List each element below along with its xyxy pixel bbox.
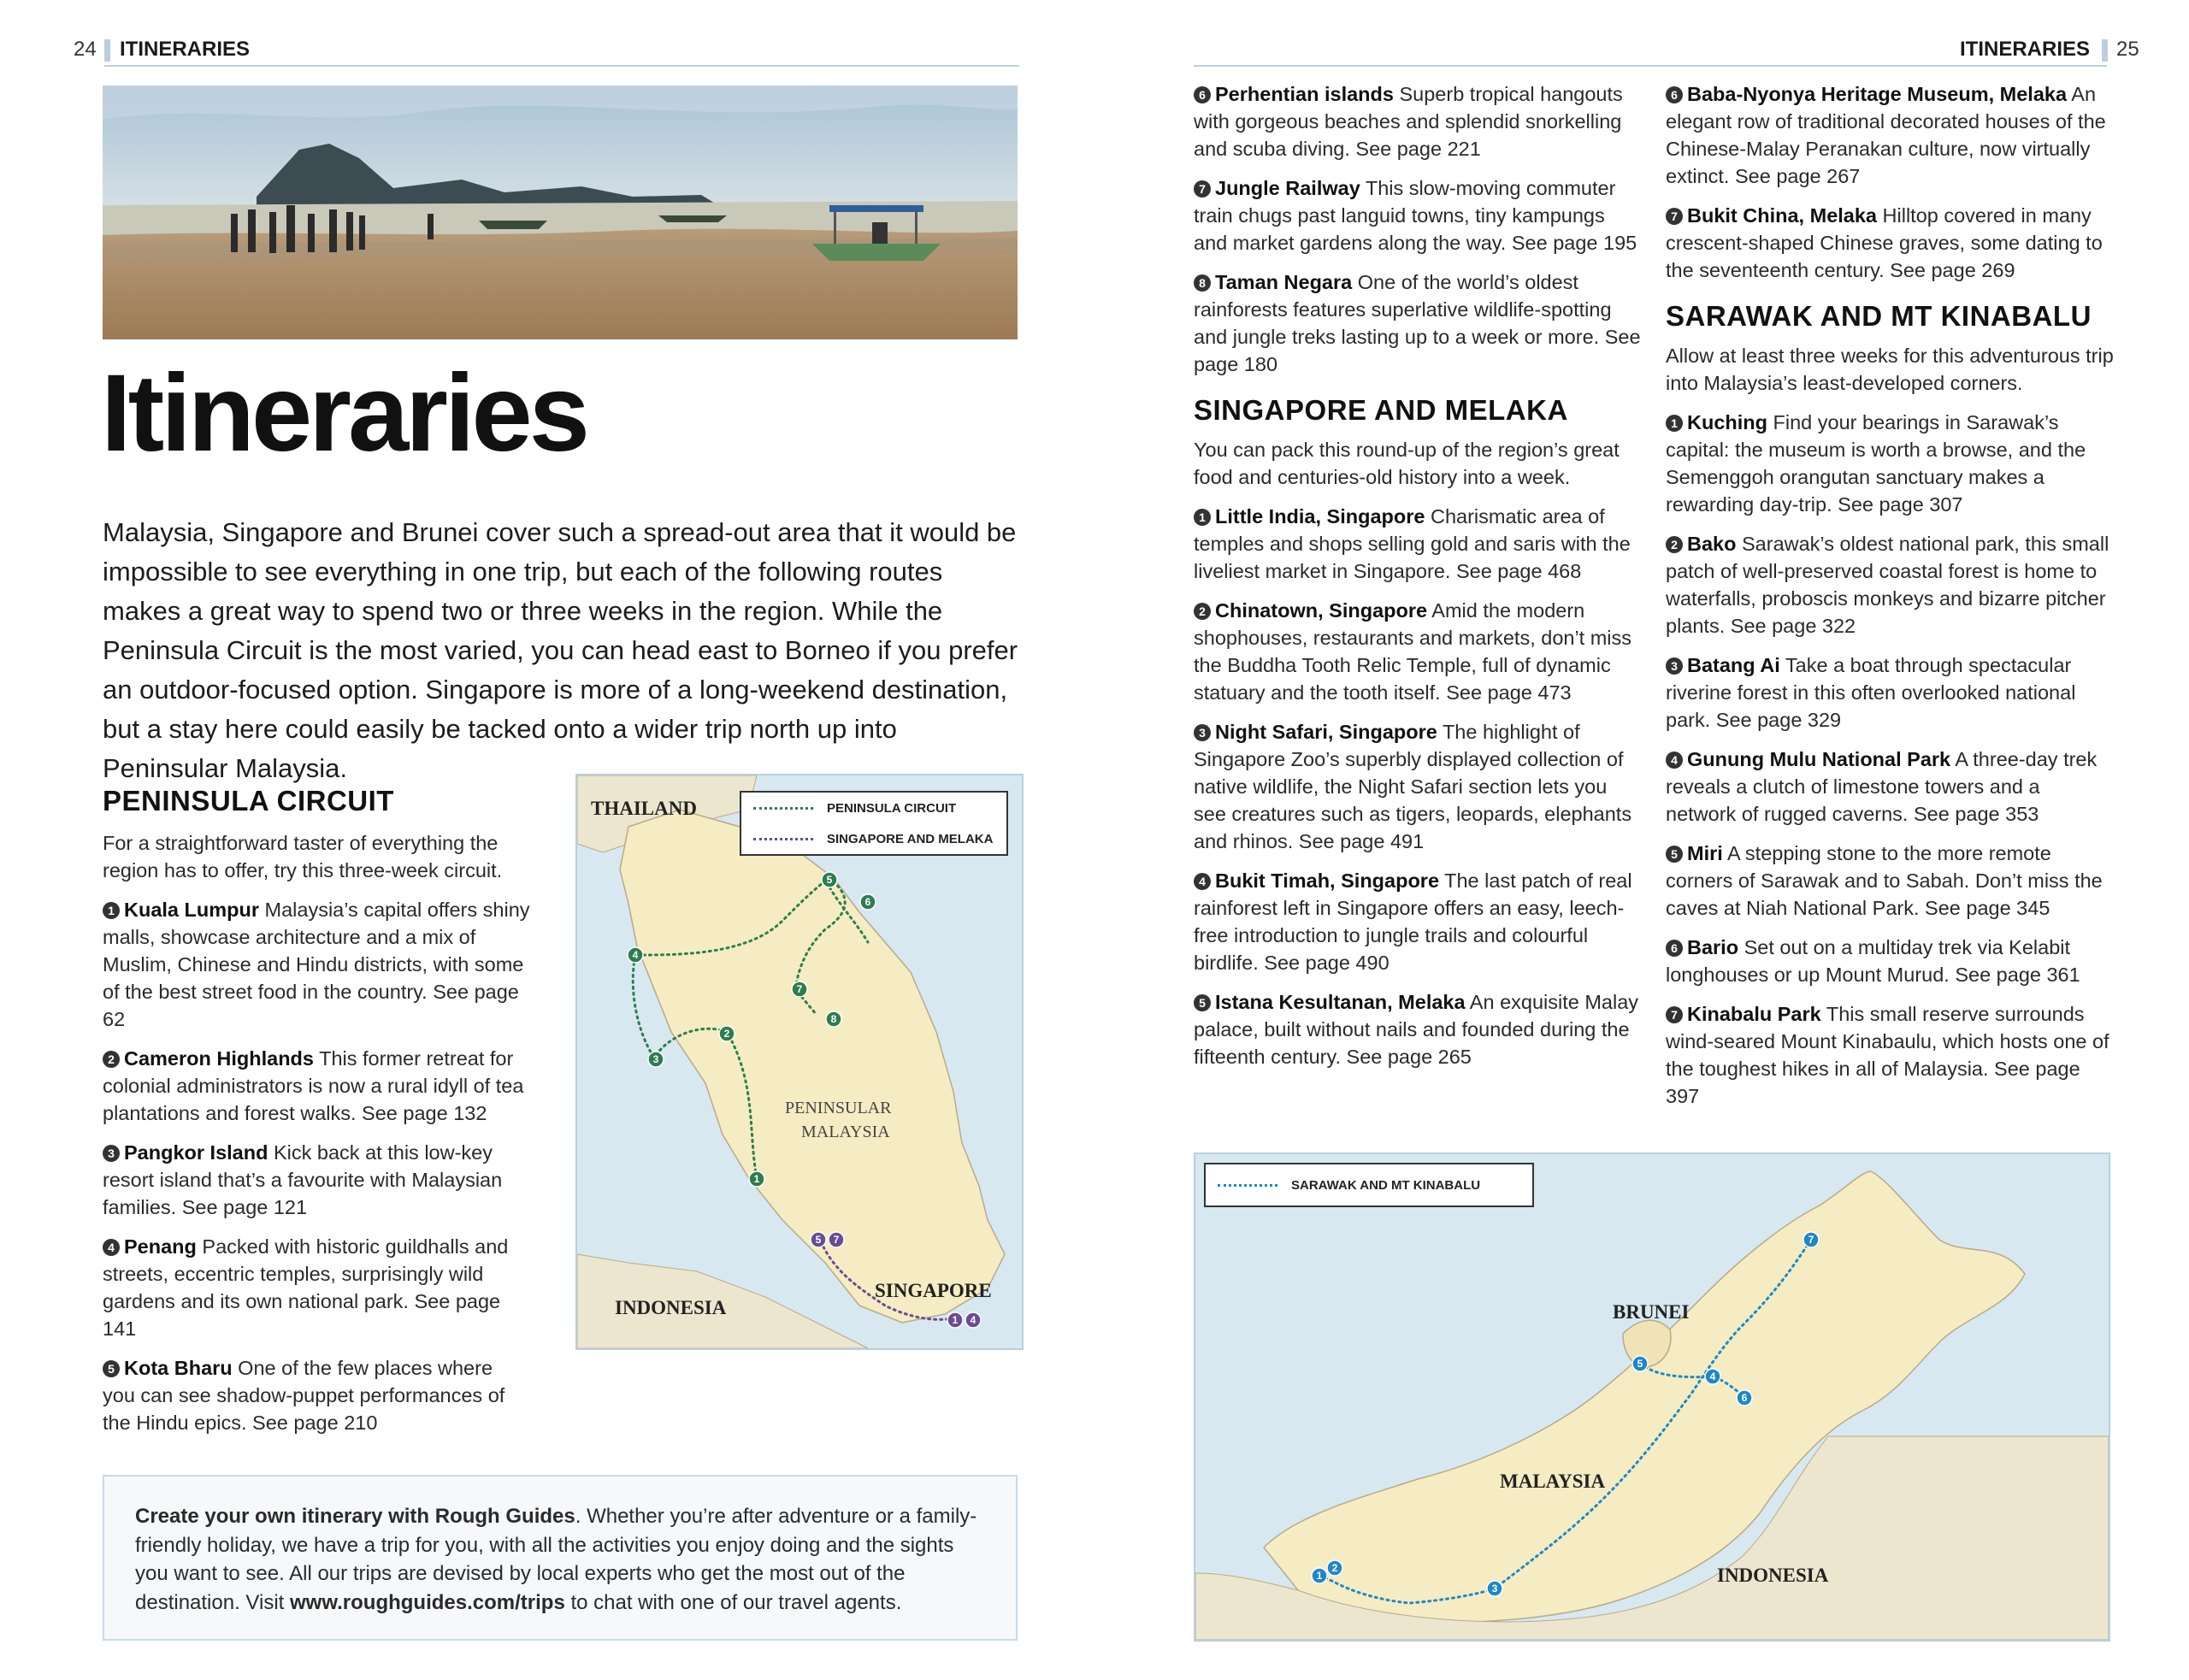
item-name: Cameron Highlands bbox=[124, 1047, 314, 1070]
number-badge: 7 bbox=[1194, 180, 1211, 197]
map-label-malaysia-borneo: MALAYSIA bbox=[1500, 1471, 1606, 1492]
svg-text:4: 4 bbox=[970, 1314, 976, 1326]
number-badge: 2 bbox=[103, 1051, 120, 1068]
item-text: This slow-moving commuter train chugs past languid towns, tiny kampungs and market gardens along the way. See page 195 bbox=[1194, 177, 1637, 254]
map-label-peninsular: PENINSULAR bbox=[785, 1099, 892, 1117]
item-name: Istana Kesultanan, Melaka bbox=[1215, 991, 1466, 1013]
header-rule-right bbox=[1194, 65, 2107, 67]
legend-label-singapore: SINGAPORE AND MELAKA bbox=[827, 831, 994, 846]
number-badge: 2 bbox=[1194, 603, 1211, 620]
list-item bbox=[103, 896, 530, 1033]
page-title: Itineraries bbox=[101, 352, 587, 475]
item-name: Taman Negara bbox=[1215, 271, 1353, 293]
number-badge: 8 bbox=[1194, 274, 1211, 292]
item-text: A three-day trek reveals a clutch of limestone towers and a network of rugged caverns. See page 353 bbox=[1666, 748, 2098, 825]
list-item bbox=[1194, 597, 1643, 706]
borneo-map bbox=[1194, 1152, 2110, 1642]
list-item bbox=[1194, 80, 1643, 162]
callout-body-2: to chat with one of our travel agents. bbox=[564, 1590, 902, 1614]
list-item bbox=[1194, 988, 1643, 1070]
item-name: Batang Ai bbox=[1687, 654, 1780, 676]
item-text: Find your bearings in Sarawak’s capital: the museum is worth a browse, and the Semenggoh orangutan sanctuary makes a rewarding day-trip. See page 307 bbox=[1666, 411, 2086, 516]
intro-paragraph: Malaysia, Singapore and Brunei cover such a spread-out area that it would be impossible to see everything in one trip, but each of the following routes makes a great way to spend two or three weeks in the region. While the Peninsula Circuit is the most varied, you can head east to Borneo if you prefer an outdoor-focused option. Singapore is more of a long-weekend destination, but a stay here could easily be tacked onto a wider trip north up into Peninsular Malaysia. bbox=[103, 517, 1018, 783]
callout-lead: Create your own itinerary with Rough Guides bbox=[135, 1505, 575, 1528]
list-item bbox=[1666, 746, 2115, 828]
page-number-left: 24 bbox=[74, 38, 97, 61]
item-text: Amid the modern shophouses, restaurants and markets, don’t miss the Buddha Tooth Relic Temple, full of dynamic statuary and the tooth itself. See page 473 bbox=[1194, 599, 1632, 704]
header-bar-left bbox=[104, 39, 110, 62]
number-badge: 5 bbox=[1194, 994, 1211, 1011]
list-item bbox=[1666, 202, 2115, 284]
number-badge: 3 bbox=[1194, 724, 1211, 741]
map-label-brunei: BRUNEI bbox=[1613, 1301, 1690, 1323]
map-label-malaysia: MALAYSIA bbox=[801, 1123, 890, 1141]
list-item bbox=[103, 1139, 530, 1221]
number-badge: 3 bbox=[103, 1145, 120, 1162]
page-number-right: 25 bbox=[2116, 38, 2139, 61]
number-badge: 1 bbox=[1194, 509, 1211, 526]
number-badge: 2 bbox=[1666, 536, 1683, 553]
list-item bbox=[103, 1045, 530, 1127]
list-item bbox=[1194, 867, 1643, 976]
list-item bbox=[1666, 1000, 2115, 1110]
legend-swatch-peninsula bbox=[753, 807, 813, 810]
item-text: Set out on a multiday trek via Kelabit longhouses or up Mount Murud. See page 361 bbox=[1666, 936, 2080, 986]
map-legend-peninsula bbox=[740, 791, 1008, 856]
legend-label-sarawak: SARAWAK AND MT KINABALU bbox=[1291, 1177, 1481, 1193]
svg-text:7: 7 bbox=[1808, 1234, 1814, 1246]
item-text: Malaysia’s capital offers shiny malls, showcase architecture and a mix of Muslim, Chinese and Hindu districts, with some of the best street food in the country. See page 62 bbox=[103, 899, 530, 1030]
number-badge: 5 bbox=[103, 1360, 120, 1377]
item-text: A stepping stone to the more remote corners of Sarawak and to Sabah. Don’t miss the caves at Niah National Park. See page 345 bbox=[1666, 842, 2103, 919]
heading-peninsula-circuit: PENINSULA CIRCUIT bbox=[103, 785, 394, 816]
list-item bbox=[1666, 409, 2115, 518]
number-badge: 7 bbox=[1666, 1006, 1683, 1023]
svg-text:1: 1 bbox=[952, 1314, 959, 1326]
number-badge: 4 bbox=[1194, 873, 1211, 890]
number-badge: 4 bbox=[103, 1239, 120, 1256]
svg-text:8: 8 bbox=[830, 1013, 837, 1025]
singapore-lead: You can pack this round-up of the region’s great food and centuries-old history into a week. bbox=[1194, 439, 1620, 488]
item-name: Little India, Singapore bbox=[1215, 505, 1425, 528]
number-badge: 4 bbox=[1666, 752, 1683, 769]
item-text: An exquisite Malay palace, built without nails and founded during the fifteenth century. See page 265 bbox=[1194, 991, 1639, 1068]
svg-text:6: 6 bbox=[1741, 1392, 1748, 1404]
item-text: The last patch of real rainforest left in Singapore offers an easy, leech-free introduction to jungle trails and colourful birdlife. See page 490 bbox=[1194, 869, 1632, 974]
list-item bbox=[1194, 718, 1643, 855]
svg-text:1: 1 bbox=[753, 1173, 760, 1185]
svg-text:4: 4 bbox=[1709, 1371, 1716, 1382]
item-text: Sarawak’s oldest national park, this small patch of well-preserved coastal forest is home to waterfalls, proboscis monkeys and bizarre pitcher plants. See page 322 bbox=[1666, 533, 2109, 637]
peninsula-map bbox=[575, 774, 1024, 1350]
svg-text:4: 4 bbox=[632, 949, 639, 961]
item-name: Baba-Nyonya Heritage Museum, Melaka bbox=[1687, 83, 2068, 105]
item-text: Take a boat through spectacular riverine forest in this often overlooked national park. See page 329 bbox=[1666, 654, 2076, 731]
item-name: Kinabalu Park bbox=[1687, 1003, 1821, 1025]
item-name: Bukit Timah, Singapore bbox=[1215, 869, 1440, 892]
legend-label-peninsula: PENINSULA CIRCUIT bbox=[827, 800, 957, 816]
header-bar-right bbox=[2102, 39, 2108, 62]
svg-text:3: 3 bbox=[1491, 1583, 1498, 1595]
callout-body-1: . Whether you’re after adventure or a family-friendly holiday, we have a trip for you, with all the activities you enjoy doing and the sights you want to see. All our trips are devised by local experts who get the most out of the destination. Visit bbox=[135, 1505, 977, 1614]
item-name: Miri bbox=[1687, 842, 1723, 864]
svg-text:5: 5 bbox=[826, 874, 833, 886]
item-text: An elegant row of traditional decorated houses of the Chinese-Malay Peranakan culture, now virtually extinct. See page 267 bbox=[1666, 83, 2106, 187]
callout-link[interactable]: www.roughguides.com/trips bbox=[290, 1590, 565, 1614]
svg-text:7: 7 bbox=[833, 1234, 840, 1246]
running-head-right: ITINERARIES bbox=[1960, 38, 2091, 61]
number-badge: 6 bbox=[1666, 940, 1683, 957]
legend-swatch-singapore bbox=[753, 838, 813, 840]
item-name: Night Safari, Singapore bbox=[1215, 721, 1437, 743]
list-item bbox=[1666, 840, 2115, 922]
list-item bbox=[1194, 503, 1643, 585]
list-item bbox=[1666, 80, 2115, 190]
item-text: Hilltop covered in many crescent-shaped Chinese graves, some dating to the seventeenth century. See page 269 bbox=[1666, 204, 2103, 281]
sarawak-lead: Allow at least three weeks for this adventurous trip into Malaysia’s least-developed corners. bbox=[1666, 345, 2114, 394]
item-name: Bario bbox=[1687, 936, 1739, 958]
number-badge: 1 bbox=[103, 902, 120, 919]
legend-swatch-sarawak bbox=[1218, 1184, 1277, 1187]
item-text: Charismatic area of temples and shops selling gold and saris with the liveliest market in Singapore. See page 468 bbox=[1194, 505, 1631, 582]
map-label-indonesia: INDONESIA bbox=[615, 1297, 727, 1318]
peninsula-column bbox=[103, 829, 530, 1448]
map-legend-sarawak bbox=[1204, 1163, 1534, 1207]
callout-box bbox=[103, 1475, 1018, 1641]
item-name: Pangkor Island bbox=[124, 1141, 268, 1164]
item-name: Kuala Lumpur bbox=[124, 899, 259, 921]
number-badge: 5 bbox=[1666, 846, 1683, 863]
list-item bbox=[103, 1354, 530, 1436]
right-column-2 bbox=[1666, 80, 2115, 1122]
svg-text:6: 6 bbox=[864, 896, 871, 908]
list-item bbox=[103, 1233, 530, 1342]
map-label-indonesia-borneo: INDONESIA bbox=[1717, 1565, 1829, 1586]
item-name: Gunung Mulu National Park bbox=[1687, 748, 1951, 770]
hero-beach-photo bbox=[103, 85, 1018, 339]
item-name: Perhentian islands bbox=[1215, 83, 1394, 105]
item-name: Kota Bharu bbox=[124, 1357, 233, 1379]
item-name: Jungle Railway bbox=[1215, 177, 1360, 199]
callout-text bbox=[135, 1502, 990, 1617]
svg-text:2: 2 bbox=[1331, 1562, 1338, 1574]
peninsula-lead: For a straightforward taster of everything the region has to offer, try this three-week circuit. bbox=[103, 832, 503, 881]
map-label-thailand: THAILAND bbox=[591, 798, 697, 819]
svg-text:1: 1 bbox=[1316, 1570, 1323, 1582]
number-badge: 7 bbox=[1666, 208, 1683, 225]
item-name: Kuching bbox=[1687, 411, 1767, 433]
number-badge: 6 bbox=[1666, 86, 1683, 103]
running-head-left: ITINERARIES bbox=[120, 38, 251, 61]
item-text: Kick back at this low-key resort island that’s a favourite with Malaysian families. See page 121 bbox=[103, 1141, 503, 1218]
item-name: Bako bbox=[1687, 533, 1737, 555]
map-label-singapore: SINGAPORE bbox=[875, 1280, 992, 1301]
list-item bbox=[1666, 934, 2115, 988]
svg-text:5: 5 bbox=[1637, 1358, 1643, 1370]
item-text: This former retreat for colonial administrators is now a rural idyll of tea plantations and forest walks. See page 132 bbox=[103, 1047, 524, 1124]
list-item bbox=[1194, 174, 1643, 256]
list-item bbox=[1666, 651, 2115, 734]
item-name: Bukit China, Melaka bbox=[1687, 204, 1877, 227]
item-text: This small reserve surrounds wind-seared Mount Kinabaulu, which hosts one of the toughest hikes in all of Malaysia. See page 397 bbox=[1666, 1003, 2109, 1107]
item-text: One of the world’s oldest rainforests features superlative wildlife-spotting and jungle treks lasting up to a week or more. See page 180 bbox=[1194, 271, 1641, 375]
item-name: Penang bbox=[124, 1235, 197, 1258]
heading-singapore-melaka: SINGAPORE AND MELAKA bbox=[1194, 394, 1568, 426]
number-badge: 3 bbox=[1666, 657, 1683, 675]
item-text: Packed with historic guildhalls and streets, eccentric temples, surprisingly wild gardens and its own national park. See page 141 bbox=[103, 1235, 509, 1340]
number-badge: 1 bbox=[1666, 415, 1683, 432]
list-item bbox=[1666, 530, 2115, 640]
item-text: Superb tropical hangouts with gorgeous beaches and splendid snorkelling and scuba diving. See page 221 bbox=[1194, 83, 1623, 160]
svg-text:3: 3 bbox=[652, 1053, 659, 1065]
svg-text:7: 7 bbox=[796, 983, 803, 995]
item-name: Chinatown, Singapore bbox=[1215, 599, 1428, 622]
heading-sarawak: SARAWAK AND MT KINABALU bbox=[1666, 300, 2092, 332]
right-column-1 bbox=[1194, 80, 1643, 1082]
item-text: One of the few places where you can see shadow-puppet performances of the Hindu epics. See page 210 bbox=[103, 1357, 505, 1434]
svg-text:5: 5 bbox=[815, 1234, 822, 1246]
item-text: The highlight of Singapore Zoo’s superbly displayed collection of native wildlife, the Night Safari section lets you see creatures such as tigers, leopards, elephants and rhinos. See page 491 bbox=[1194, 721, 1632, 852]
svg-text:2: 2 bbox=[723, 1028, 730, 1040]
header-rule-left bbox=[104, 65, 1019, 67]
number-badge: 6 bbox=[1194, 86, 1211, 103]
list-item bbox=[1194, 268, 1643, 378]
